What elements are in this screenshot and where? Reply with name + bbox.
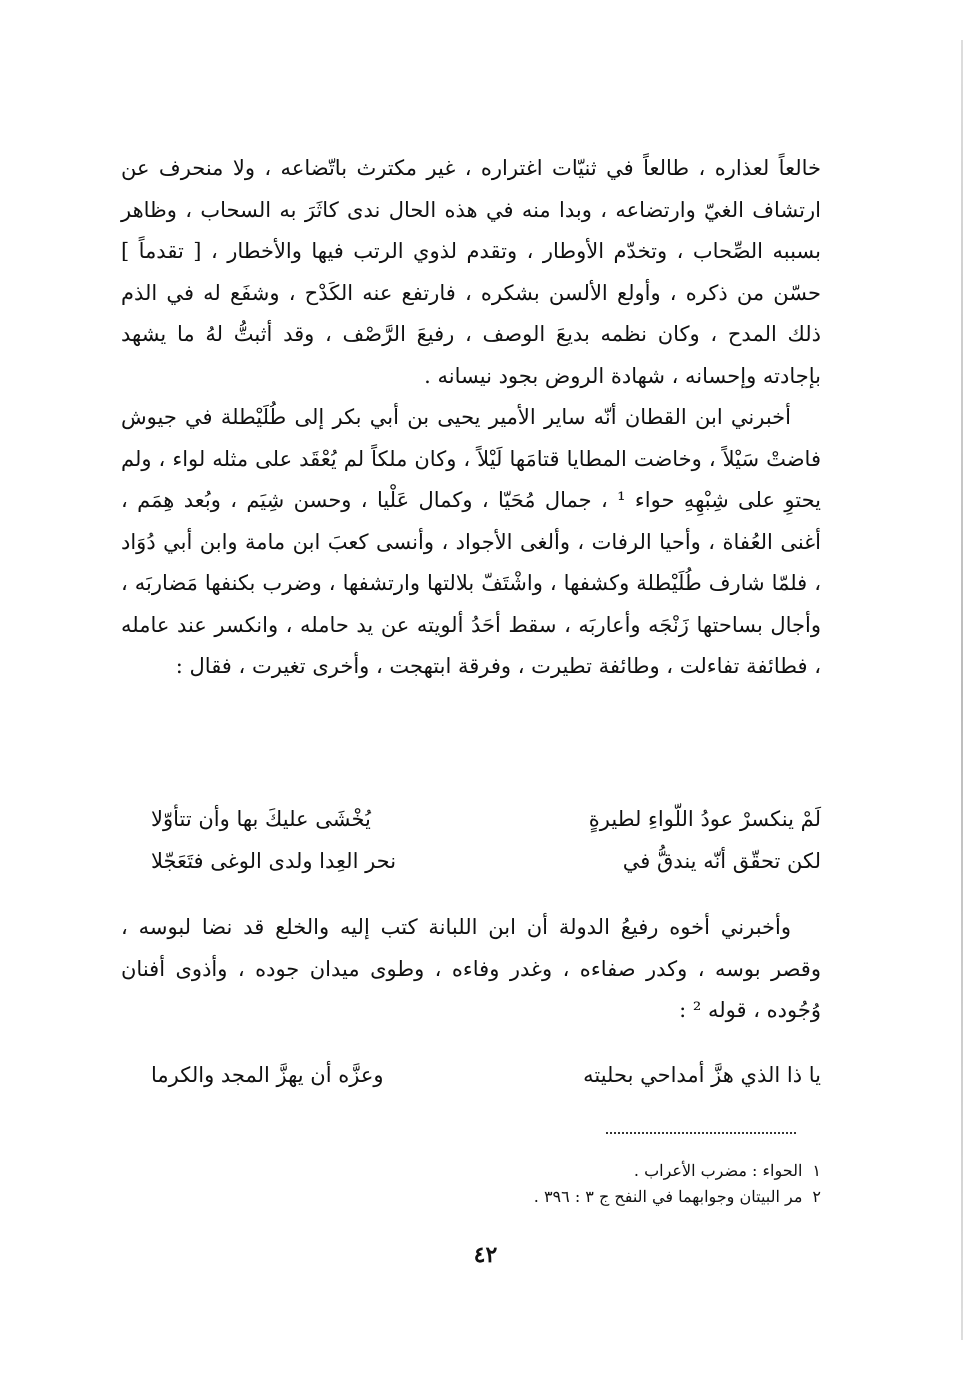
footnote (161, 1184, 821, 1210)
footnotes (161, 1158, 821, 1210)
paragraph-1: خالعاً لعذاره ، طالعاً في ثنيّات اغتراره ، غير مكترث باتّضاعه ، ولا منحرف عن ارتشاف الغيّ وارتضاعه ، وبدا منه في هذه الحال ندى كاثَرَ به السحاب ، وظاهر بسببه الصِّحاب ، وتخدّم الأوطار ، وتقدم لذوي الرتب فيها والأخطار ، [ تقدماً ] حسّن من ذكره ، وأولع الألسن بشكره ، فارتفع عنه الكَدْح ، وشفَع له في الذم ذلك المدح ، وكان نظمه بديعَ الوصف ، رفيعَ الرَّصْف ، وقد أثبتُّ لهُ ما يشهد بإجادته وإحسانه ، شهادة الروض بجود نيسانه . (121, 156, 821, 388)
verse-first-hemistich: يا ذا الذي هزَّ أمداحي بحليته (583, 1063, 821, 1087)
verse-first-hemistich: لَمْ ينكسرْ عودُ اللّواءِ لطيرةٍ (588, 807, 821, 831)
poem-1 (151, 798, 821, 882)
verse-second-hemistich: نحر العِدا ولدى الوغى فتَعَجّلا (151, 849, 397, 873)
paragraph-3: وأخبرني أخوه رفيعُ الدولة أن ابن اللبانة كتب إليه والخلع قد نضا لبوسه ، وقصر بوسه ، وكدر صفاءه ، وغدر وفاءه ، وطوى ميدان جوده ، وأذوى أفنان وُجُوده ، قوله ² : (121, 915, 821, 1022)
footnote-number: ٢ (812, 1187, 821, 1206)
verse-line (151, 840, 821, 882)
verse-line (151, 798, 821, 840)
verse-second-hemistich: وعزَّه أن يهزَّ المجد والكرما (151, 1063, 384, 1087)
footnote-text: الحواء : مضرب الأعراب . (633, 1161, 803, 1180)
verse-first-hemistich: لكن تحقّق أنّه يندقُّ في (622, 849, 821, 873)
verse-second-hemistich: يُخْشَى عليكَ بها وأن تتأوّلا (151, 807, 371, 831)
footnote-separator (606, 1132, 796, 1134)
scan-edge-shadow (961, 40, 963, 1340)
main-text (121, 148, 821, 688)
main-text-continued (121, 907, 821, 1032)
footnote-text: مر البيتان وجوابهما في النفح ج ٣ : ٣٩٦ . (533, 1187, 803, 1206)
verse-line (151, 1054, 821, 1096)
footnote-number: ١ (812, 1161, 821, 1180)
page-number: ٤٢ (473, 1242, 498, 1268)
paragraph-2: أخبرني ابن القطان أنّه ساير الأمير يحيى بن أبي بكر إلى طُلَيْطلة في جيوش فاضتْ سَيْلاً ، وخاضت المطايا قتامَها لَيْلاً ، وكان ملكاً لم يُعْقَد على مثله لواء ، ولم يحتوِ على شِبْهِهِ حواء ¹ ، جمال مُحَيّا ، وكمال عَلْيا ، وحسن شِيَم ، وبُعد هِمَم ، أغنى العُفاة ، وأحيا الرفات ، وألغى الأجواد ، وأنسى كعبَ ابن مامة وابن أبي دُوَاد ، فلمّا شارف طُلَيْطلة وكشفها ، واشْتَفّ بلالتها وارتشفها ، وضرب بكنفها مَضاربَه ، وأجال بساحتها زَنْجَه وأعاربَه ، سقط أحَدُ ألويته عن يد حامله ، وانكسر عند عامله ، فطائفة تفاءلت ، وطائفة تطيرت ، وفرقة ابتهجت ، وأخرى تغيرت ، فقال : (121, 405, 821, 678)
footnote (161, 1158, 821, 1184)
poem-2 (151, 1054, 821, 1096)
